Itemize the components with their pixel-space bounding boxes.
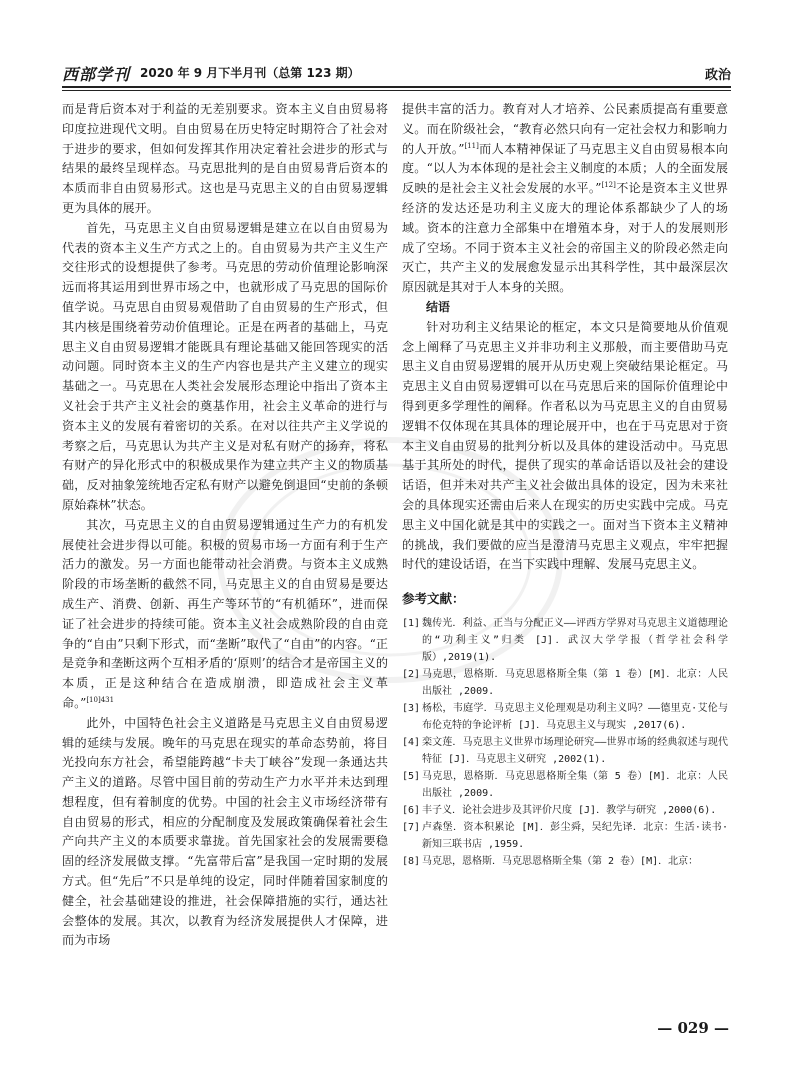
left-column — [62, 100, 388, 951]
reference-text: 栾文莲．马克思主义世界市场理论研究——世界市场的经典叙述与现代特征 [J]．马克思主义研究 ,2002(1). — [422, 736, 728, 765]
issue-info: 2020 年 9 月下半月刊（总第 123 期） — [140, 66, 360, 80]
reference-item — [402, 768, 728, 802]
reference-number: [6] — [402, 804, 421, 816]
body-paragraph: 而是背后资本对于利益的无差别要求。资本主义自由贸易将印度拉进现代文明。自由贸易在历史特定时期符合了社会对于进步的要求，但如何发挥其作用决定着社会进步的形式与结果的最终呈现样态。马克思批判的是自由贸易背后资本的本质而非自由贸易形式。这也是马克思主义的自由贸易逻辑更为具体的展开。 — [62, 102, 388, 215]
reference-number: [3] — [402, 702, 421, 714]
body-paragraph — [62, 516, 388, 714]
reference-text: 卢森堡．资本积累论 [M]．彭尘舜，吴纪先译．北京：生活·读书·新知三联书店 ,1959. — [422, 821, 728, 850]
body-text: 而人本精神保证了马克思主义自由贸易根本向度。“以人为本体现的是社会主义制度的本质；人的全面发展反映的是社会主义社会发展的水平。” — [402, 141, 728, 196]
body-paragraph: 此外，中国特色社会主义道路是马克思主义自由贸易逻辑的延续与发展。晚年的马克思在现实的革命态势前，将目光投向东方社会，希望能跨越“卡夫丁峡谷”发现一条通达共产主义的道路。尽管中国目前的劳动生产力水平并未达到理想程度，但有着制度的优势。中国的社会主义市场经济带有自由贸易的形式，相应的分配制度及发展政策确保着社会生产向共产主义的本质要求靠拢。首先国家社会的发展需要稳固的经济发展做支撑。“先富带后富”是我国一定时期的发展方式。但“先后”不只是单纯的设定，同时伴随着国家制度的健全，社会基础建设的推进，社会保障措施的实行，通达社会整体的发展。其次，以教育为经济发展提供人才保障，进而为市场 — [62, 715, 388, 948]
reference-number: [4] — [402, 736, 421, 748]
citation-marker: [12] — [601, 181, 616, 190]
reference-number: [8] — [402, 855, 421, 867]
reference-number: [1] — [402, 617, 421, 629]
references-list — [402, 615, 728, 870]
body-paragraph — [402, 100, 728, 298]
reference-text: 马克思，恩格斯．马克思恩格斯全集（第 5 卷）[M]．北京：人民出版社 ,2009. — [422, 770, 728, 799]
journal-name: 西部学刊 — [62, 65, 131, 84]
reference-item — [402, 734, 728, 768]
conclusion-heading: 结语 — [426, 299, 451, 314]
reference-number: [2] — [402, 668, 421, 680]
citation-marker: [10]431 — [86, 695, 115, 704]
reference-item — [402, 700, 728, 734]
reference-item — [402, 853, 728, 870]
citation-marker: [11] — [464, 141, 479, 150]
header-rule — [62, 86, 731, 88]
reference-number: [7] — [402, 821, 421, 833]
body-text: 不论是资本主义世界经济的发达还是功利主义庞大的理论体系都缺少了人的场域。资本的注意力全部集中在增殖本身，对于人的发展则形成了空场。不同于资本主义社会的帝国主义的阶段必然走向灭亡，共产主义的发展愈发显示出其科学性，其中最深层次原因就是其对于人本身的关照。 — [402, 181, 728, 295]
reference-text: 马克思，恩格斯．马克思恩格斯全集（第 1 卷）[M]．北京：人民出版社 ,2009. — [422, 668, 728, 697]
reference-item — [402, 802, 728, 819]
right-column — [402, 100, 728, 870]
reference-item — [402, 615, 728, 666]
body-paragraph: 首先，马克思主义自由贸易逻辑是建立在以自由贸易为代表的资本主义生产方式之上的。自由贸易为共产主义生产交往形式的设想提供了参考。马克思的劳动价值理论影响深远而将其运用到世界市场之中，也就形成了马克思的国际价值学说。马克思自由贸易观借助了自由贸易的生产形式，但其内核是围绕着劳动价值理论。正是在两者的基础上，马克思主义自由贸易逻辑才能既具有理论基础又能回答现实的活动问题。同时资本主义的生产内容也是共产主义建立的现实基础之一。马克思在人类社会发展形态理论中指出了资本主义社会于共产主义社会的奠基作用，社会主义革命的进行与资本主义的发展有着密切的关系。在对以往共产主义学说的考察之后，马克思认为共产主义是对私有财产的扬弃，将私有财产的异化形式中的积极成果作为建立共产主义的物质基础，反对抽象笼统地否定私有财产以避免倒退回“史前的条顿原始森林”状态。 — [62, 220, 388, 512]
reference-text: 魏传光．利益、正当与分配正义——评西方学界对马克思主义道德理论的“功利主义”归类 [J]．武汉大学学报（哲学社会科学版）,2019(1). — [422, 617, 728, 663]
reference-item — [402, 819, 728, 853]
page-number: — 029 — — [657, 1019, 729, 1037]
reference-text: 杨松，韦庭学．马克思主义伦理观是功利主义吗？——德里克·艾伦与布伦克特的争论评析 [J]．马克思主义与现实 ,2017(6). — [422, 702, 728, 731]
reference-item — [402, 666, 728, 700]
reference-number: [5] — [402, 770, 421, 782]
header-rule-thin — [62, 90, 731, 91]
conclusion-paragraph: 针对功利主义结果论的框定，本文只是简要地从价值观念上阐释了马克思主义并非功利主义那般，而主要借助马克思主义自由贸易逻辑的展开从历史观上突破结果论框定。马克思主义自由贸易逻辑可以在马克思后来的国际价值理论中得到更多学理性的阐释。作者私以为马克思主义的自由贸易逻辑不仅体现在其具体的理论展开中，也在于马克思对于资本主义自由贸易的批判分析以及具体的建设活动中。马克思基于其所处的时代，提供了现实的革命话语以及社会的建设话语，但并未对共产主义社会做出具体的设定，因为未来社会的具体现实还需由后来人在现实的历史实践中完成。马克思主义中国化就是其中的实践之一。面对当下资本主义精神的挑战，我们要做的应当是澄清马克思主义观点，牢牢把握时代的建设话语，在当下实践中理解、发展马克思主义。 — [402, 319, 728, 572]
body-text: 提供丰富的活力。教育对人才培养、公民素质提高有重要意义。而在阶级社会，“教育必然只向有一定社会权力和影响力的人开放。” — [402, 102, 728, 156]
reference-text: 马克思，恩格斯．马克思恩格斯全集（第 2 卷）[M]．北京： — [422, 855, 699, 867]
references-title: 参考文献： — [402, 591, 465, 607]
section-label: 政治 — [704, 68, 731, 83]
body-paragraph-text: 其次，马克思主义的自由贸易逻辑通过生产力的有机发展使社会进步得以可能。积极的贸易市场一方面有利于生产活力的激发。另一方面也能带动社会消费。与资本主义成熟阶段的市场垄断的截然不同，马克思主义的自由贸易是要达成生产、消费、创新、再生产等环节的“有机循环”，进而保证了社会进步的持续可能。资本主义社会成熟阶段的自由竞争的“自由”只剩下形式，而“垄断”取代了“自由”的内容。“正是竞争和垄断这两个互相矛盾的‘原则’的结合才是帝国主义的本质，正是这种结合在造成崩溃，即造成社会主义革命。” — [62, 517, 388, 710]
reference-text: 丰子义．论社会进步及其评价尺度 [J]．教学与研究 ,2000(6). — [422, 804, 717, 816]
